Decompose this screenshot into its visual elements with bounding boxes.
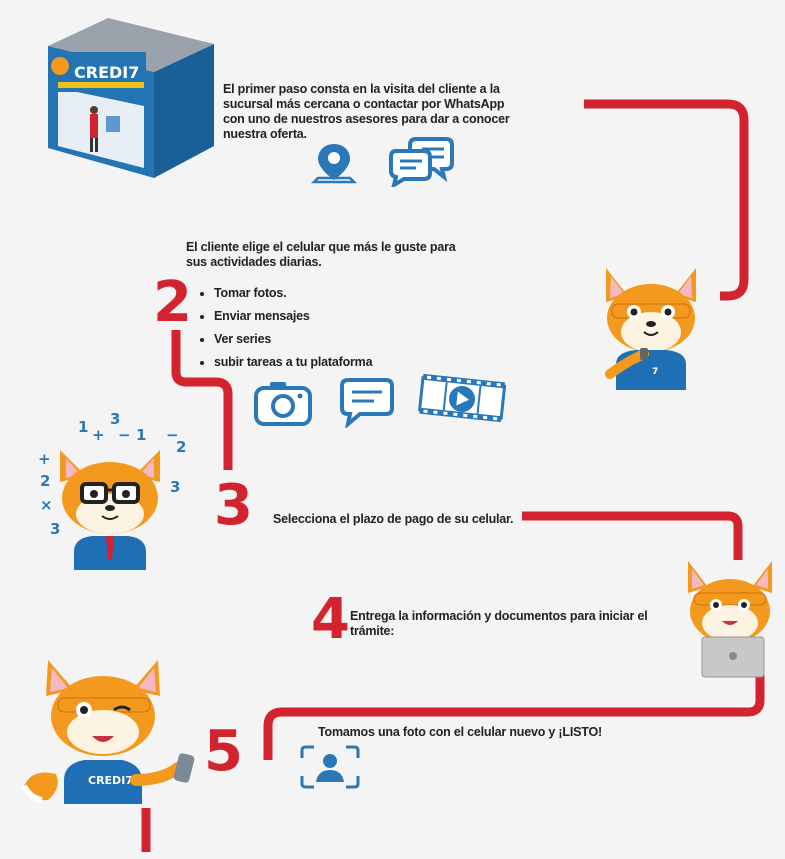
step1-description: El primer paso consta en la visita del cliente a la sucursal más cercana o contactar por WhatsApp con uno de nuestros asesores para dar a conocer nuestra oferta. xyxy=(223,82,510,141)
math-symbol: 1 xyxy=(136,426,147,444)
math-symbol: 3 xyxy=(170,478,181,496)
step5-number: 5 xyxy=(204,719,243,784)
location-pin-icon xyxy=(310,140,358,186)
list-item: • Enviar mensajes xyxy=(214,309,454,324)
chat-bubbles-icon xyxy=(388,133,456,187)
svg-text:7: 7 xyxy=(652,367,659,377)
math-symbol: + xyxy=(92,426,105,444)
math-symbol: × xyxy=(40,496,53,514)
fox-mascot-selfie xyxy=(18,656,204,804)
step4-description: Entrega la información y documentos para iniciar el trámite: xyxy=(350,609,648,638)
step2-description: El cliente elige el celular que más le guste para sus actividades diarias. xyxy=(186,240,456,269)
camera-icon xyxy=(252,376,314,428)
fox-mascot-math xyxy=(30,410,195,570)
step3-description: Selecciona el plazo de pago de su celular. xyxy=(273,512,514,526)
fox-mascot-thinking xyxy=(596,262,706,390)
step4-number: 4 xyxy=(311,587,350,652)
math-symbol: − xyxy=(118,426,131,444)
math-symbol: 1 xyxy=(78,418,89,436)
math-symbol: 3 xyxy=(50,520,61,538)
list-item: • Ver series xyxy=(214,332,454,347)
video-film-icon xyxy=(415,372,509,426)
math-symbol: 2 xyxy=(176,438,187,456)
step3-number: 3 xyxy=(214,473,253,538)
face-scan-icon xyxy=(298,744,362,790)
step5-description: Tomamos una foto con el celular nuevo y ¡LISTO! xyxy=(318,725,602,739)
step2-number: 2 xyxy=(153,270,192,335)
math-symbol: + xyxy=(38,450,51,468)
message-icon xyxy=(338,376,396,428)
store-sign: CREDI7 xyxy=(74,63,140,82)
store-kiosk-illustration xyxy=(44,18,216,178)
list-item: • subir tareas a tu plataforma xyxy=(214,355,454,370)
math-symbol: 2 xyxy=(40,472,51,490)
shirt-logo: CREDI7 xyxy=(88,774,133,787)
list-item: • Tomar fotos. xyxy=(214,286,454,301)
math-symbol: 3 xyxy=(110,410,121,428)
math-symbol: − xyxy=(166,426,179,444)
fox-mascot-laptop xyxy=(682,555,778,679)
step2-list xyxy=(194,286,454,378)
